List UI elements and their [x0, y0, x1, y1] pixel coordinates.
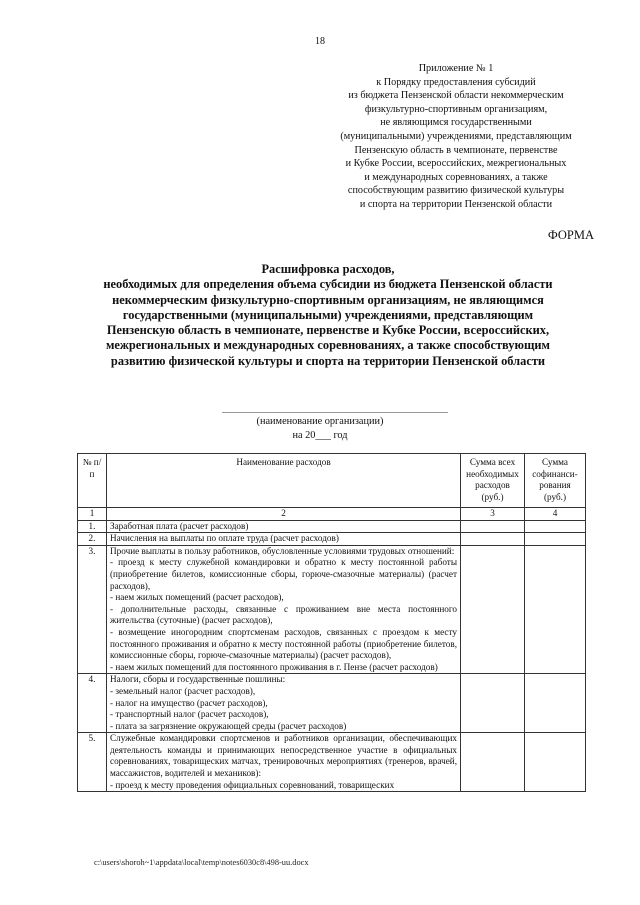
- expense-line: - плата за загрязнение окружающей среды (расчет расходов): [110, 720, 347, 731]
- column-number: 1: [78, 508, 107, 521]
- total-sum-cell: [461, 733, 525, 792]
- expense-line: - проезд к месту служебной командировки и обратно к месту постоянной работы (приобретение билетов, комиссионные сборы, горюче-смазочные материалы) (расчет расходов),: [110, 557, 457, 591]
- organization-caption: (наименование организации): [256, 416, 384, 427]
- total-sum-cell: [461, 533, 525, 546]
- title-line: Пензенскую область в чемпионате, первенстве и Кубке России, всероссийских,: [106, 323, 550, 338]
- header-expense-name: Наименование расходов: [107, 454, 461, 508]
- appendix-line: Пензенскую область в чемпионате, первенстве: [354, 144, 558, 156]
- expense-line: - проезд к месту проведения официальных соревнований, товарищеских: [110, 779, 395, 790]
- table-row: [78, 545, 586, 674]
- table-header-row: [78, 454, 586, 508]
- expense-line: - транспортный налог (расчет расходов),: [110, 709, 269, 720]
- expense-line: Начисления на выплаты по оплате труда (расчет расходов): [110, 533, 339, 544]
- table-row: [78, 520, 586, 533]
- expense-line: - возмещение иногородним спортсменам расходов, связанных с проездом к месту постоянного проживания и обратно к месту постоянной работы (приобретение билетов, комиссионные сборы, горюче-смазочные материалы) (расчет расходов),: [110, 626, 457, 661]
- expense-line: - наем жилых помещений для постоянного проживания в г. Пензе (расчет расходов): [110, 661, 438, 672]
- expense-line: Налоги, сборы и государственные пошлины:: [110, 674, 286, 685]
- column-number: 4: [525, 508, 586, 521]
- appendix-line: и международных соревнованиях, а также: [364, 171, 548, 183]
- title-line: межрегиональных и международных соревнованиях, а также способствующим: [105, 338, 551, 353]
- appendix-line: (муниципальными) учреждениями, представляющим: [340, 130, 572, 142]
- appendix-line: и Кубке России, всероссийских, межрегиональных: [345, 158, 567, 170]
- expense-name: [107, 545, 461, 674]
- column-number: 2: [107, 508, 461, 521]
- expense-line: - земельный налог (расчет расходов),: [110, 685, 256, 696]
- year-line: на 20___ год: [292, 430, 348, 441]
- title-line: государственными (муниципальными) учреждениями, представляющим: [122, 307, 534, 322]
- row-number: 5.: [78, 733, 107, 792]
- appendix-line: способствующим развитию физической культуры: [347, 185, 565, 197]
- file-path-footer: c:\users\shoroh~1\appdata\local\temp\notes6030c8\498-uu.docx: [94, 858, 309, 867]
- form-label: ФОРМА: [547, 228, 594, 242]
- expense-name: [107, 674, 461, 733]
- expense-line: - налог на имущество (расчет расходов),: [110, 697, 268, 708]
- table-row: [78, 533, 586, 546]
- row-number: 2.: [78, 533, 107, 546]
- row-number: 3.: [78, 545, 107, 674]
- header-number: № п/п: [78, 454, 107, 508]
- expense-line: Прочие выплаты в пользу работников, обусловленные условиями трудовых отношений:: [110, 545, 455, 556]
- row-number: 4.: [78, 674, 107, 733]
- row-number: 1.: [78, 520, 107, 533]
- appendix-note: [314, 62, 598, 212]
- cofinancing-cell: [525, 533, 586, 546]
- title-line: некоммерческим физкультурно-спортивным организациям, не являющимся: [112, 292, 544, 307]
- title-line: Расшифровка расходов,: [261, 262, 395, 276]
- header-cofinancing-sum: Сумма софинанси-рования (руб.): [525, 454, 586, 508]
- cofinancing-cell: [525, 674, 586, 733]
- total-sum-cell: [461, 674, 525, 733]
- appendix-line: Приложение № 1: [418, 63, 494, 74]
- column-number: 3: [461, 508, 525, 521]
- total-sum-cell: [461, 520, 525, 533]
- appendix-line: не являющимся государственными: [380, 117, 532, 129]
- appendix-line: из бюджета Пензенской области некоммерческим: [348, 90, 564, 102]
- header-total-sum: Сумма всех необходимых расходов (руб.): [461, 454, 525, 508]
- total-sum-cell: [461, 545, 525, 674]
- expense-name: [107, 520, 461, 533]
- table-row: [78, 733, 586, 792]
- expense-line: - дополнительные расходы, связанные с проживанием вне места постоянного жительства (суточные) (расчет расходов),: [110, 603, 457, 626]
- expenses-table: [77, 453, 586, 792]
- document-title: [58, 262, 598, 369]
- cofinancing-cell: [525, 733, 586, 792]
- expense-name: [107, 733, 461, 792]
- expense-line: Заработная плата (расчет расходов): [110, 520, 249, 531]
- appendix-line: к Порядку предоставления субсидий: [376, 76, 536, 88]
- expense-line: - наем жилых помещений (расчет расходов),: [110, 592, 284, 603]
- cofinancing-cell: [525, 545, 586, 674]
- cofinancing-cell: [525, 520, 586, 533]
- title-line: необходимых для определения объема субсидии из бюджета Пензенской области: [103, 277, 553, 292]
- title-line: развитию физической культуры и спорта на территории Пензенской области: [110, 353, 546, 368]
- expense-line: Служебные командировки спортсменов и работников организации, обеспечивающих деятельность команды и принимающих непосредственное участие в официальных соревнованиях, товарищеских матчах, тренировочных мероприятиях (тренеров, врачей, массажистов, водителей и механиков):: [110, 733, 457, 779]
- organization-name-line: [222, 412, 448, 413]
- page-number: 18: [315, 36, 325, 47]
- appendix-line: физкультурно-спортивным организациям,: [364, 103, 548, 115]
- table-row: [78, 674, 586, 733]
- appendix-line: и спорта на территории Пензенской области: [359, 198, 553, 210]
- column-numbers-row: [78, 508, 586, 521]
- expense-name: [107, 533, 461, 546]
